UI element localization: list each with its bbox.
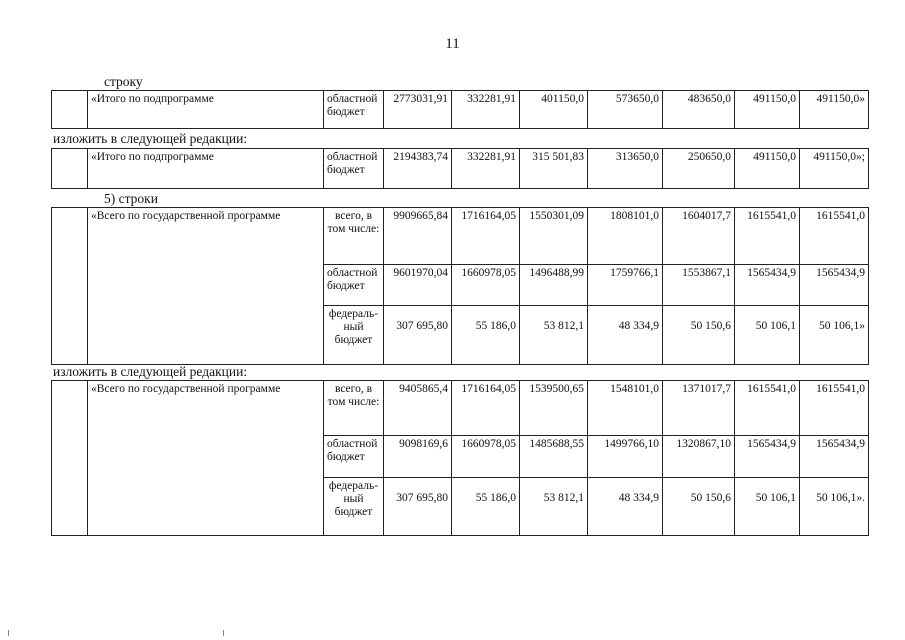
row-name: «Итого по подпрограмме (88, 149, 324, 189)
value-cell: 332281,91 (452, 149, 520, 189)
value-cell: 48 334,9 (588, 478, 663, 536)
value-cell: 1565434,9 (800, 436, 869, 478)
value-cell: 1615541,0 (735, 381, 800, 436)
table-row (52, 91, 869, 129)
value-cell: 1660978,05 (452, 265, 520, 306)
value-cell: 1759766,1 (588, 265, 663, 306)
value-cell: 55 186,0 (452, 306, 520, 365)
row-name: «Всего по государственной программе (88, 381, 324, 536)
value-cell: 1615541,0 (800, 381, 869, 436)
budget-type: областной бюджет (324, 91, 384, 129)
value-cell: 53 812,1 (520, 478, 588, 536)
scan-artifact (8, 630, 9, 636)
empty-cell (52, 91, 88, 129)
value-cell: 1565434,9 (800, 265, 869, 306)
value-cell: 55 186,0 (452, 478, 520, 536)
value-cell: 1499766,10 (588, 436, 663, 478)
value-cell: 250650,0 (663, 149, 735, 189)
table-row (52, 149, 869, 189)
budget-type: федераль-ный бюджет (324, 306, 384, 365)
page-number: 11 (445, 36, 460, 52)
value-cell: 1320867,10 (663, 436, 735, 478)
value-cell: 50 106,1 (735, 306, 800, 365)
value-cell: 307 695,80 (384, 306, 452, 365)
heading-new-edition-2: изложить в следующей редакции: (53, 364, 248, 379)
value-cell: 483650,0 (663, 91, 735, 129)
table-program-total-new (51, 380, 869, 536)
value-cell: 1615541,0 (735, 208, 800, 265)
heading-new-edition: изложить в следующей редакции: (53, 131, 248, 146)
value-cell: 1548101,0 (588, 381, 663, 436)
value-cell: 1485688,55 (520, 436, 588, 478)
value-cell: 491150,0 (735, 149, 800, 189)
value-cell: 9601970,04 (384, 265, 452, 306)
value-cell: 307 695,80 (384, 478, 452, 536)
value-cell: 491150,0 (735, 91, 800, 129)
value-cell: 1716164,05 (452, 208, 520, 265)
value-cell: 9909665,84 (384, 208, 452, 265)
value-cell: 491150,0» (800, 91, 869, 129)
value-cell: 50 106,1 (735, 478, 800, 536)
value-cell: 53 812,1 (520, 306, 588, 365)
budget-type: областной бюджет (324, 265, 384, 306)
empty-cell (52, 208, 88, 365)
budget-type: областной бюджет (324, 436, 384, 478)
value-cell: 2773031,91 (384, 91, 452, 129)
value-cell: 401150,0 (520, 91, 588, 129)
value-cell: 1716164,05 (452, 381, 520, 436)
value-cell: 9405865,4 (384, 381, 452, 436)
value-cell: 491150,0»; (800, 149, 869, 189)
budget-type: федераль-ный бюджет (324, 478, 384, 536)
value-cell: 1550301,09 (520, 208, 588, 265)
value-cell: 48 334,9 (588, 306, 663, 365)
value-cell: 1615541,0 (800, 208, 869, 265)
empty-cell (52, 381, 88, 536)
budget-type: всего, в том числе: (324, 381, 384, 436)
value-cell: 50 150,6 (663, 478, 735, 536)
budget-type: всего, в том числе: (324, 208, 384, 265)
value-cell: 313650,0 (588, 149, 663, 189)
value-cell: 1496488,99 (520, 265, 588, 306)
budget-type: областной бюджет (324, 149, 384, 189)
value-cell: 50 106,1». (800, 478, 869, 536)
value-cell: 9098169,6 (384, 436, 452, 478)
scan-artifact (223, 630, 224, 636)
value-cell: 1371017,7 (663, 381, 735, 436)
value-cell: 1808101,0 (588, 208, 663, 265)
value-cell: 1565434,9 (735, 265, 800, 306)
value-cell: 50 106,1» (800, 306, 869, 365)
heading-stroku: строку (104, 74, 143, 89)
value-cell: 50 150,6 (663, 306, 735, 365)
row-name: «Всего по государственной программе (88, 208, 324, 365)
value-cell: 1660978,05 (452, 436, 520, 478)
table-row (52, 208, 869, 265)
value-cell: 1604017,7 (663, 208, 735, 265)
value-cell: 573650,0 (588, 91, 663, 129)
value-cell: 1539500,65 (520, 381, 588, 436)
table-subprogram-total-old (51, 90, 869, 129)
table-program-total-old (51, 207, 869, 365)
value-cell: 1553867,1 (663, 265, 735, 306)
value-cell: 315 501,83 (520, 149, 588, 189)
heading-5-stroki: 5) строки (104, 191, 158, 206)
value-cell: 1565434,9 (735, 436, 800, 478)
table-row (52, 381, 869, 436)
value-cell: 2194383,74 (384, 149, 452, 189)
empty-cell (52, 149, 88, 189)
table-subprogram-total-new (51, 148, 869, 189)
row-name: «Итого по подпрограмме (88, 91, 324, 129)
value-cell: 332281,91 (452, 91, 520, 129)
